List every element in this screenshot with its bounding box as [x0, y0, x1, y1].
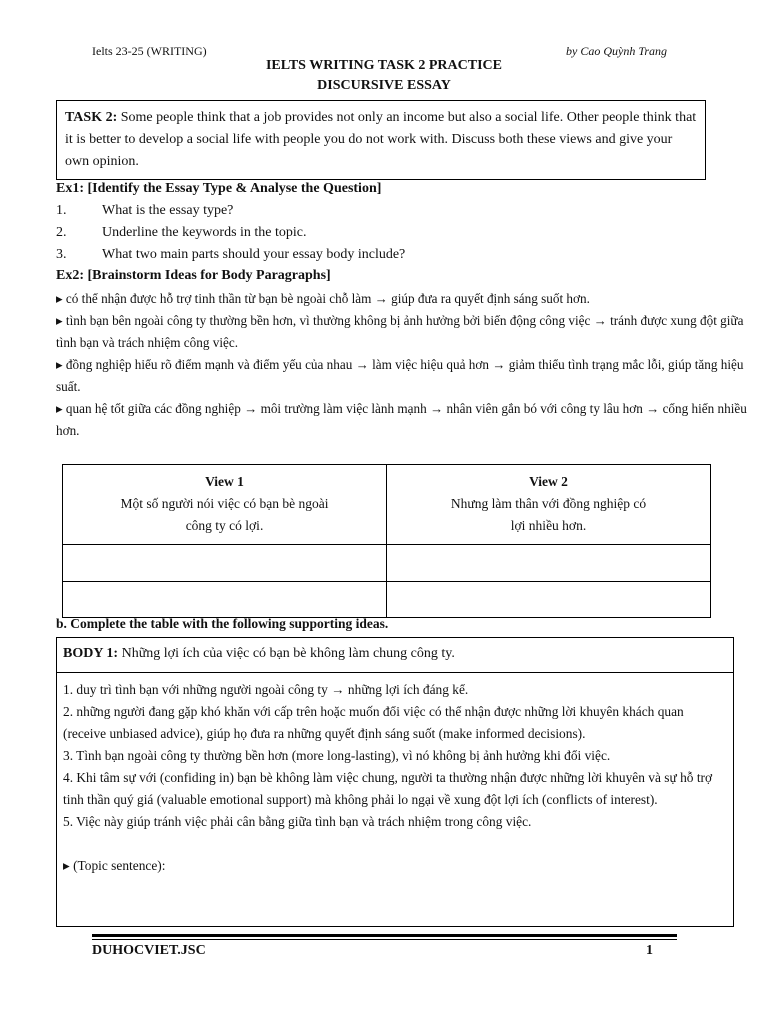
- header-author: by Cao Quỳnh Trang: [566, 44, 668, 58]
- footer-rule: [92, 939, 677, 940]
- footer-company: DUHOCVIET.JSC: [92, 943, 206, 958]
- page-title: IELTS WRITING TASK 2 PRACTICE: [265, 58, 502, 73]
- ex2-heading: Ex2: [Brainstorm Ideas for Body Paragraphs]: [56, 268, 331, 283]
- view2-title: View 2: [529, 474, 568, 489]
- footer-rule: [92, 934, 677, 937]
- question-text: What is the essay type?: [102, 203, 234, 218]
- task-box: [56, 100, 706, 180]
- idea-item: 5. Việc này giúp tránh việc phải cân bằng giữa tình bạn và trách nhiệm trong công việc.: [63, 814, 532, 829]
- task-text: Some people think that a job provides not only an income but also a social life. Other people think that it is better to develop a social life with people you do not work with. Discuss both these views and give your own opinion.: [65, 110, 697, 169]
- question-item: [56, 225, 307, 241]
- view1-cell: [63, 465, 387, 545]
- view1-answer-cell[interactable]: [63, 545, 387, 582]
- topic-sentence-prompt[interactable]: ▸ (Topic sentence):: [63, 858, 166, 873]
- brainstorm-list: [56, 288, 748, 442]
- body1-text: Những lợi ích của việc có bạn bè không làm chung công ty.: [118, 646, 455, 661]
- view1-answer-cell[interactable]: [63, 582, 387, 618]
- view2-cell: [387, 465, 711, 545]
- view1-line2: công ty có lợi.: [185, 518, 264, 533]
- idea-item: 2. những người đang gặp khó khăn với cấp trên hoặc muốn đổi việc có thể nhận được những lời khuyên khách quan (receive unbiased advice), giúp họ đưa ra những quyết định sáng suốt (make informed decisions).: [63, 704, 684, 741]
- idea-item: 4. Khi tâm sự với (confiding in) bạn bè không làm việc chung, người ta thường nhận được những lời khuyên và sự hỗ trợ tinh thần quý giá (valuable emotional support) mà không phải lo ngại về xung đột lợi ích (conflicts of interest).: [63, 770, 713, 807]
- idea-item: 1. duy trì tình bạn với những người ngoài công ty → những lợi ích đáng kể.: [63, 682, 469, 697]
- question-item: [56, 247, 405, 263]
- view2-line2: lợi nhiều hơn.: [510, 518, 587, 533]
- question-text: What two main parts should your essay body include?: [102, 247, 406, 262]
- view2-line1: Nhưng làm thân với đồng nghiệp có: [450, 496, 647, 511]
- brainstorm-bullet: ▸ đồng nghiệp hiểu rõ điểm mạnh và điểm yếu của nhau → làm việc hiệu quả hơn → giảm thiểu tình trạng mắc lỗi, giúp tăng hiệu suất.: [56, 357, 744, 394]
- task-label: TASK 2:: [65, 110, 118, 125]
- page-subtitle: DISCURSIVE ESSAY: [317, 78, 451, 93]
- views-table: [62, 464, 711, 618]
- brainstorm-bullet: ▸ tình bạn bên ngoài công ty thường bền hơn, vì thường không bị ảnh hưởng bởi biến động công việc → tránh được xung đột giữa tình bạn và trách nhiệm công việc.: [56, 313, 744, 350]
- body1-label: BODY 1:: [63, 646, 119, 661]
- view1-title: View 1: [205, 474, 244, 489]
- view2-answer-cell[interactable]: [387, 582, 711, 618]
- ex1-heading: Ex1: [Identify the Essay Type & Analyse the Question]: [56, 181, 382, 196]
- view2-answer-cell[interactable]: [387, 545, 711, 582]
- body1-ideas-box: [56, 673, 734, 927]
- body1-header: [56, 637, 734, 673]
- header-course: Ielts 23-25 (WRITING): [92, 44, 207, 58]
- question-number: 1.: [56, 203, 67, 218]
- idea-item: 3. Tình bạn ngoài công ty thường bền hơn (more long-lasting), vì nó không bị ảnh hưởng khi đổi việc.: [63, 748, 611, 763]
- question-text: Underline the keywords in the topic.: [102, 225, 307, 240]
- question-number: 2.: [56, 225, 67, 240]
- page-number: 1: [646, 943, 653, 958]
- brainstorm-bullet: ▸ có thể nhận được hỗ trợ tinh thần từ bạn bè ngoài chỗ làm → giúp đưa ra quyết định sáng suốt hơn.: [56, 291, 590, 306]
- question-item: [56, 203, 233, 219]
- part-b-heading: b. Complete the table with the following supporting ideas.: [56, 616, 389, 631]
- view1-line1: Một số người nói việc có bạn bè ngoài: [120, 496, 329, 511]
- brainstorm-bullet: ▸ quan hệ tốt giữa các đồng nghiệp → môi trường làm việc lành mạnh → nhân viên gắn bó với công ty lâu hơn → cống hiến nhiều hơn.: [56, 401, 747, 438]
- question-number: 3.: [56, 247, 67, 262]
